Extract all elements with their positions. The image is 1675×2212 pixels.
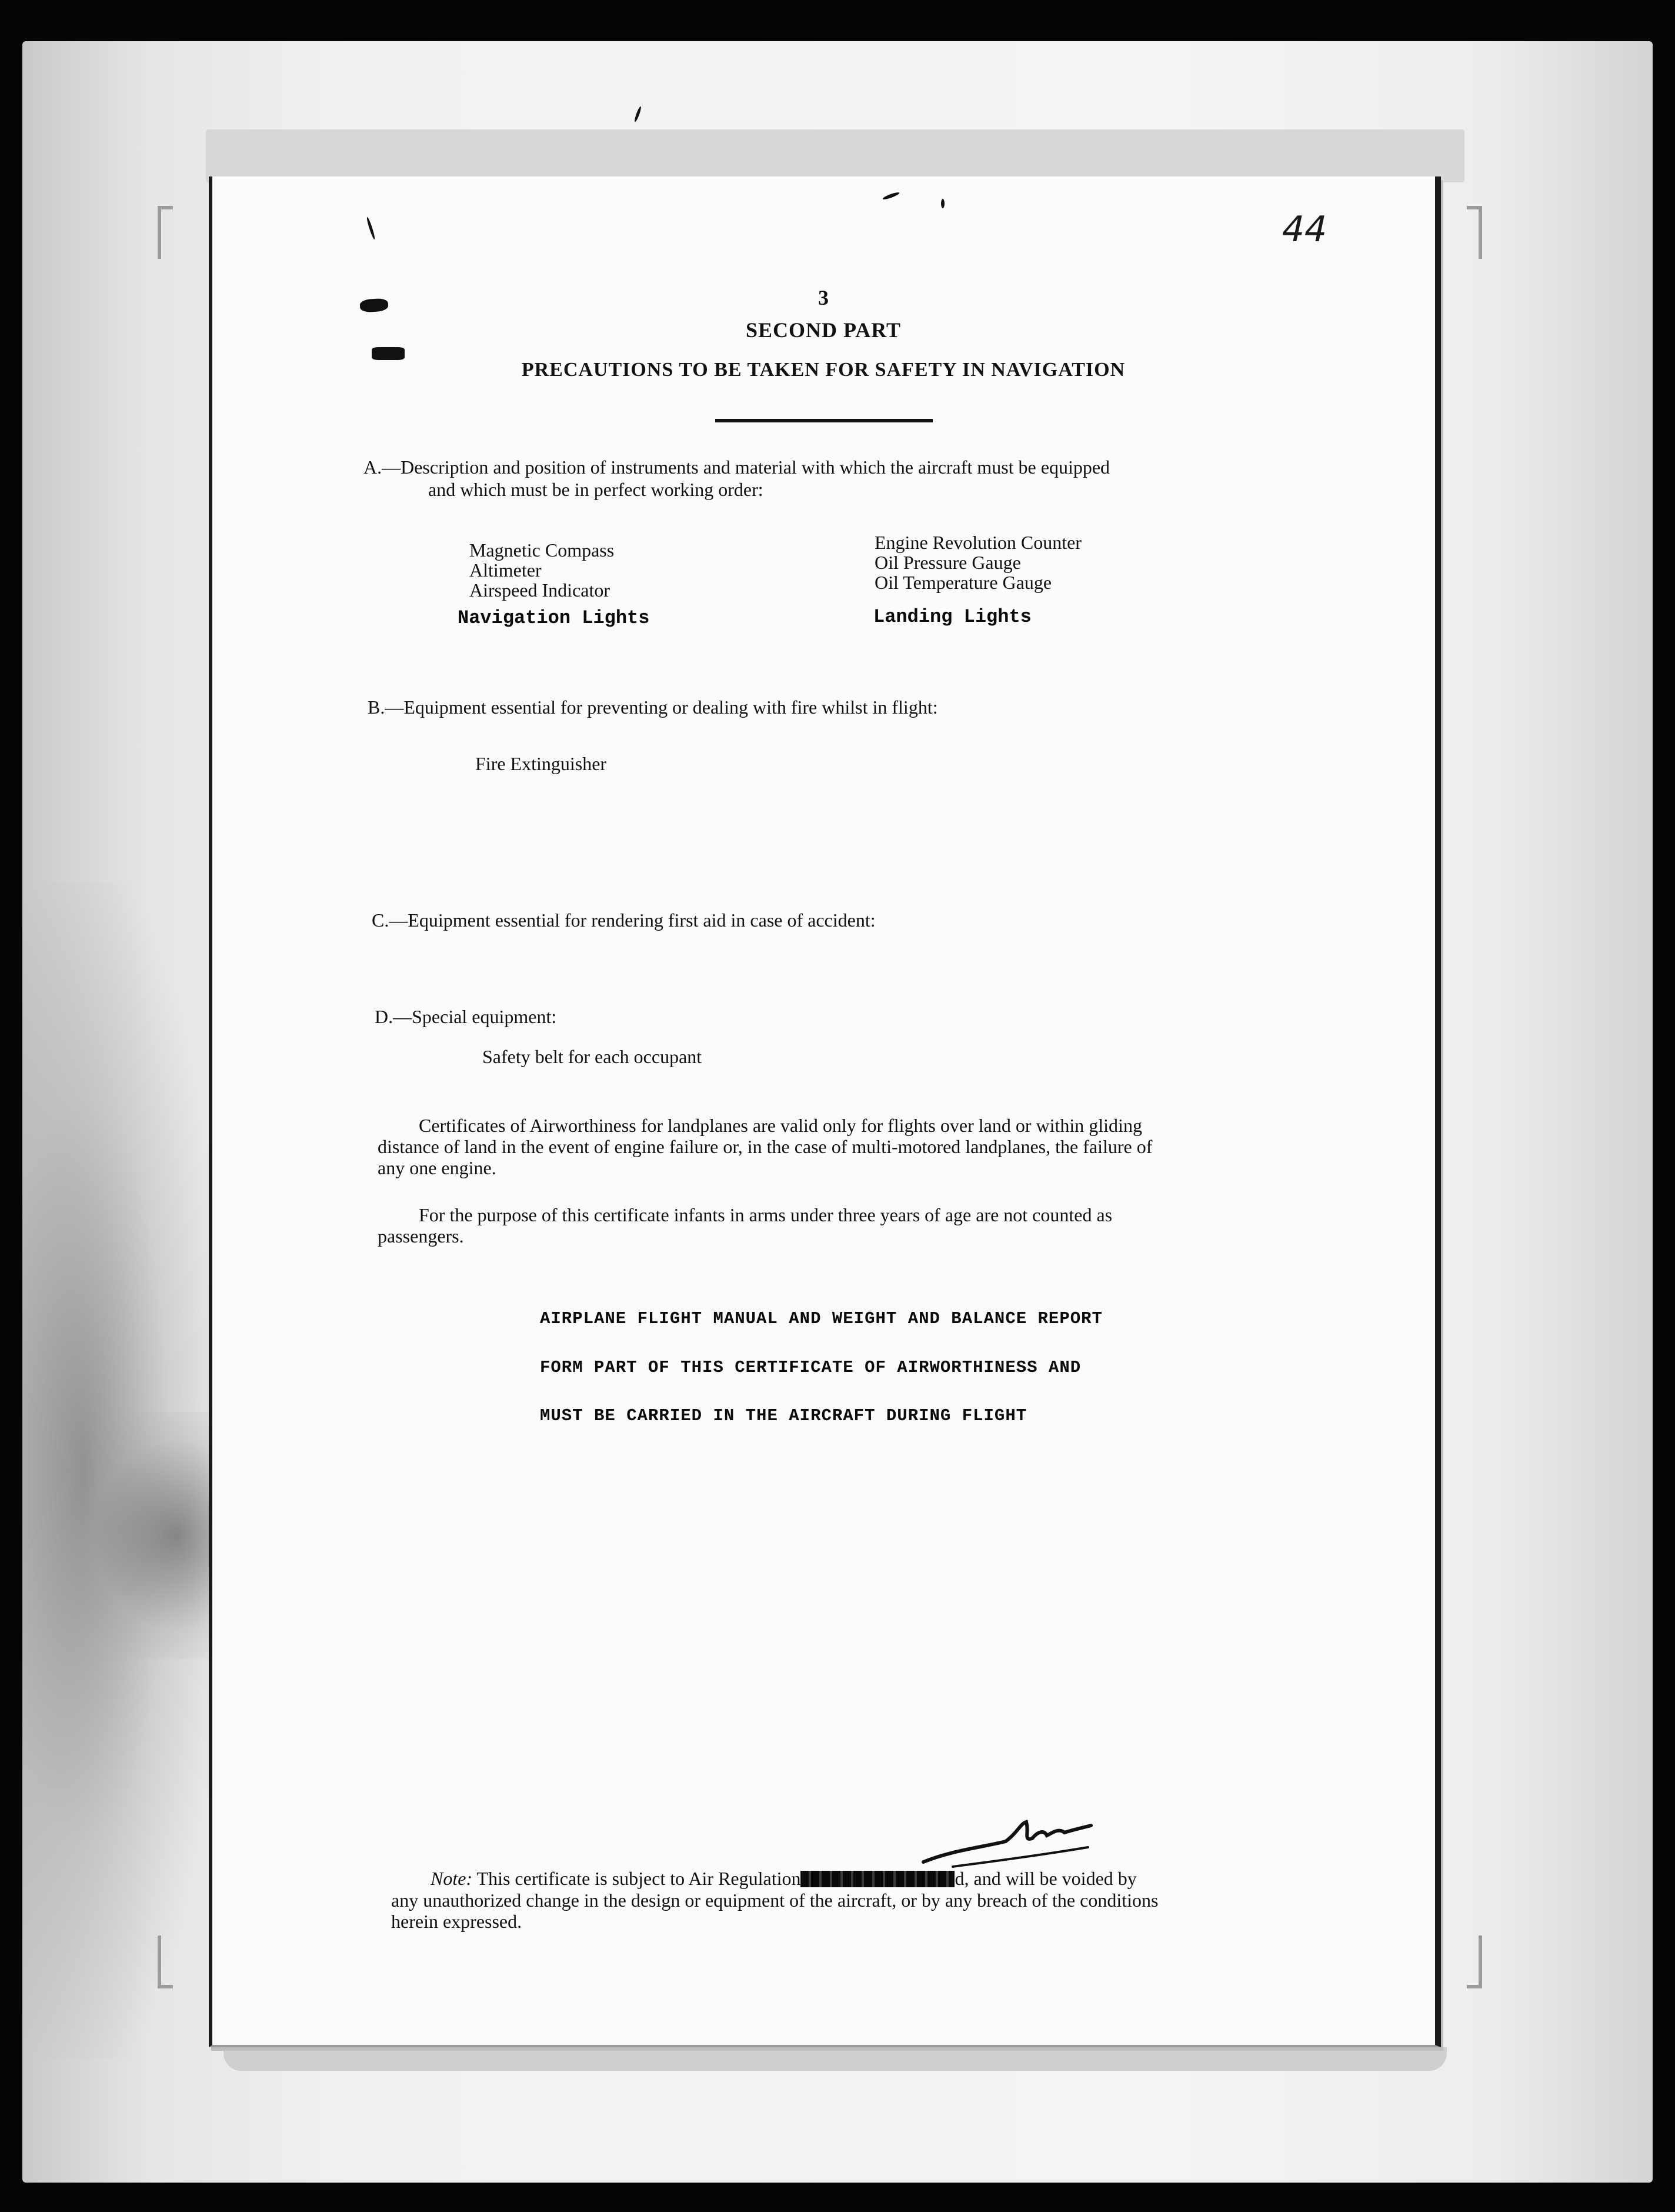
part-title: SECOND PART <box>745 318 902 342</box>
typed-notice-line: MUST BE CARRIED IN THE AIRCRAFT DURING FLIGHT <box>540 1406 1027 1425</box>
instrument-item: Altimeter <box>469 559 542 581</box>
instrument-item: Engine Revolution Counter <box>875 532 1082 553</box>
instrument-item: Oil Pressure Gauge <box>875 552 1021 573</box>
corner-bracket-top-right <box>1467 206 1482 259</box>
typed-instrument-item: Navigation Lights <box>458 607 650 629</box>
section-b-heading: B.—Equipment essential for preventing or dealing with fire whilst in flight: <box>368 697 938 718</box>
redacted-regulation <box>800 1871 955 1887</box>
page-curl-edge <box>223 2047 1447 2071</box>
section-a-heading: A.—Description and position of instruments and material with which the aircraft must be equipped <box>363 457 1110 478</box>
section-c-heading: C.—Equipment essential for rendering first aid in case of accident: <box>372 910 876 931</box>
instrument-item: Magnetic Compass <box>469 539 615 561</box>
handwritten-signature <box>917 1815 1094 1871</box>
note-line: herein expressed. <box>391 1911 522 1932</box>
typed-notice-line: AIRPLANE FLIGHT MANUAL AND WEIGHT AND BALANCE REPORT <box>540 1309 1103 1328</box>
note-text-start: This certificate is subject to Air Regulation <box>476 1868 801 1889</box>
special-equipment-item: Safety belt for each occupant <box>482 1046 702 1067</box>
section-title: PRECAUTIONS TO BE TAKEN FOR SAFETY IN NAVIGATION <box>521 359 1126 381</box>
note-line <box>431 1868 1137 1890</box>
corner-bracket-bottom-left <box>158 1936 173 1988</box>
instrument-item: Airspeed Indicator <box>469 579 610 601</box>
fire-equipment-item: Fire Extinguisher <box>475 753 607 774</box>
note-text-end: d, and will be voided by <box>955 1868 1137 1889</box>
infants-text: passengers. <box>378 1225 464 1247</box>
section-d-heading: D.—Special equipment: <box>375 1006 557 1027</box>
page-number: 3 <box>818 286 829 309</box>
ink-blot <box>372 347 405 360</box>
section-a-heading-cont: and which must be in perfect working order: <box>428 479 763 500</box>
scan-speck <box>941 199 945 208</box>
typed-notice-line: FORM PART OF THIS CERTIFICATE OF AIRWORTHINESS AND <box>540 1358 1082 1377</box>
corner-bracket-bottom-right <box>1467 1936 1482 1988</box>
overlapping-sheet-edge <box>206 129 1464 182</box>
instrument-item: Oil Temperature Gauge <box>875 572 1052 593</box>
corner-bracket-top-left <box>158 206 173 259</box>
validity-text: Certificates of Airworthiness for landplanes are valid only for flights over land or within gliding <box>419 1115 1142 1136</box>
typed-instrument-item: Landing Lights <box>873 606 1032 628</box>
note-line: any unauthorized change in the design or equipment of the aircraft, or by any breach of the conditions <box>391 1890 1159 1911</box>
handwritten-page-number: 44 <box>1277 209 1332 250</box>
title-divider <box>715 419 933 422</box>
note-label: Note: <box>431 1868 473 1889</box>
infants-text: For the purpose of this certificate infants in arms under three years of age are not counted as <box>419 1204 1113 1225</box>
validity-text: any one engine. <box>378 1157 496 1178</box>
validity-text: distance of land in the event of engine failure or, in the case of multi-motored landplanes, the failure of <box>378 1136 1153 1157</box>
